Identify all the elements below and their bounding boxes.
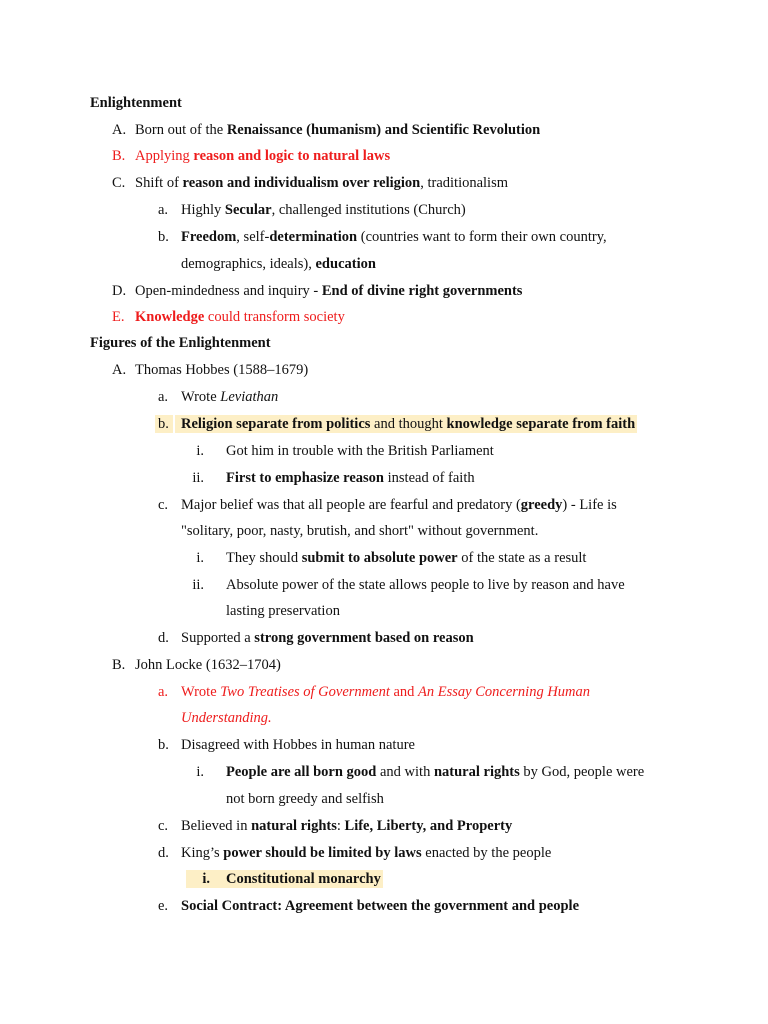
list-item-hobbes-c-ii-cont: lasting preservation <box>226 603 340 619</box>
list-item-locke-b-i: People are all born good and with natural rights by God, people were <box>226 764 645 780</box>
list-marker: A. <box>112 122 127 138</box>
list-item-hobbes-b-ii: First to emphasize reason instead of faith <box>226 470 475 486</box>
list-marker: ii. <box>192 577 204 593</box>
list-marker: E. <box>112 309 125 325</box>
list-item-a: Born out of the Renaissance (humanism) and Scientific Revolution <box>135 122 541 138</box>
list-item-locke: John Locke (1632–1704) <box>135 657 281 673</box>
list-item-hobbes-b-i: Got him in trouble with the British Parliament <box>226 443 494 459</box>
list-marker: c. <box>158 818 169 834</box>
list-item-locke-d: King’s power should be limited by laws enacted by the people <box>181 845 552 861</box>
list-item-locke-c: Believed in natural rights: Life, Liberty, and Property <box>181 818 513 834</box>
list-item-locke-a: Wrote Two Treatises of Government and An Essay Concerning Human <box>181 684 591 700</box>
list-marker: a. <box>158 684 169 700</box>
list-marker: i. <box>196 443 204 459</box>
list-item-c-b: Freedom, self-determination (countries want to form their own country, <box>181 229 607 245</box>
list-item-hobbes-c-ii: Absolute power of the state allows people to live by reason and have <box>226 577 625 593</box>
list-item-hobbes-c: Major belief was that all people are fearful and predatory (greedy) - Life is <box>181 497 617 513</box>
list-marker: b. <box>158 737 169 753</box>
list-marker: b. <box>155 415 173 433</box>
list-item-hobbes-c-cont: "solitary, poor, nasty, brutish, and short" without government. <box>181 523 539 539</box>
list-item-c-b-cont: demographics, ideals), education <box>181 256 376 272</box>
list-item-hobbes-a: Wrote Leviathan <box>181 389 279 405</box>
list-item-d: Open-mindedness and inquiry - End of divine right governments <box>135 283 523 299</box>
list-marker: c. <box>158 497 169 513</box>
list-marker: e. <box>158 898 169 914</box>
list-marker: a. <box>158 389 169 405</box>
list-item-locke-b-i-cont: not born greedy and selfish <box>226 791 384 807</box>
list-marker: C. <box>112 175 126 191</box>
list-marker: a. <box>158 202 169 218</box>
list-item-hobbes-b: Religion separate from politics and thought knowledge separate from faith <box>175 415 637 433</box>
list-item-locke-a-cont: Understanding. <box>181 710 272 726</box>
list-marker: D. <box>112 283 127 299</box>
list-item-locke-b: Disagreed with Hobbes in human nature <box>181 737 415 753</box>
list-marker: A. <box>112 362 127 378</box>
list-item-locke-e: Social Contract: Agreement between the government and people <box>181 898 580 914</box>
list-item-e: Knowledge could transform society <box>135 309 345 325</box>
list-marker: B. <box>112 148 126 164</box>
list-item-c: Shift of reason and individualism over religion, traditionalism <box>135 175 509 191</box>
list-marker: i. <box>186 870 210 888</box>
list-marker: i. <box>196 764 204 780</box>
list-item-hobbes-d: Supported a strong government based on reason <box>181 630 474 646</box>
heading-enlightenment: Enlightenment <box>90 95 182 111</box>
list-marker: d. <box>158 845 169 861</box>
list-marker: B. <box>112 657 126 673</box>
list-item-locke-d-i: Constitutional monarchy <box>210 870 383 888</box>
list-item-hobbes: Thomas Hobbes (1588–1679) <box>135 362 309 378</box>
list-item-hobbes-c-i: They should submit to absolute power of the state as a result <box>226 550 587 566</box>
list-item-c-a: Highly Secular, challenged institutions (Church) <box>181 202 466 218</box>
list-marker: b. <box>158 229 169 245</box>
list-marker: d. <box>158 630 169 646</box>
list-item-b: Applying reason and logic to natural laws <box>135 148 391 164</box>
heading-figures: Figures of the Enlightenment <box>90 335 271 351</box>
list-marker: i. <box>196 550 204 566</box>
list-marker: ii. <box>192 470 204 486</box>
